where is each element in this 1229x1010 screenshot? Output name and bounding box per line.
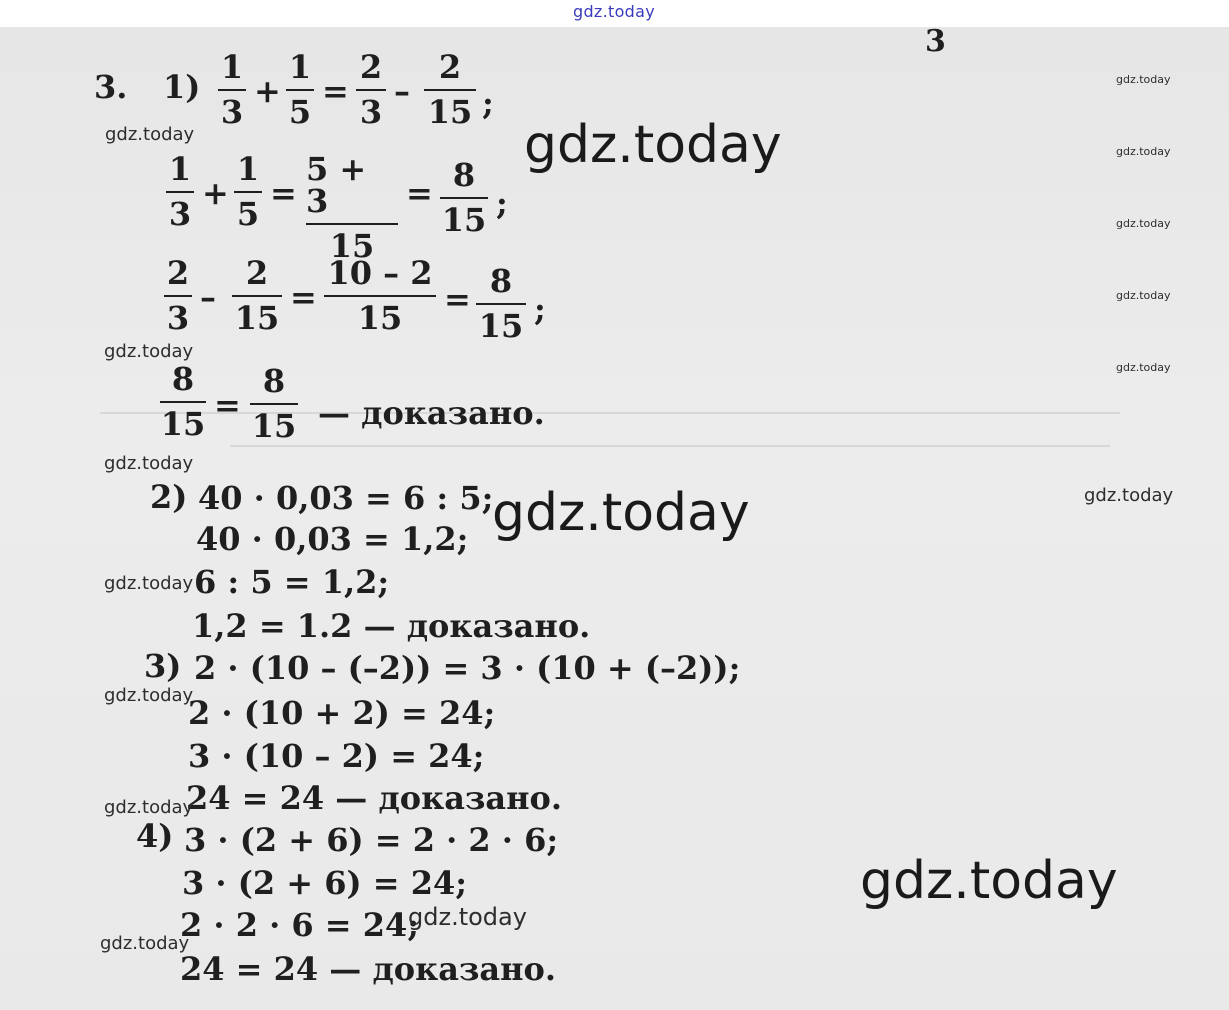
watermark: gdz.today (1116, 73, 1171, 86)
watermark: gdz.today (104, 573, 194, 594)
part2-line: 6 : 5 = 1,2; (194, 563, 390, 601)
part1-label: 1) (163, 68, 201, 106)
watermark: gdz.today (1116, 145, 1171, 158)
fraction: 1 5 (286, 51, 314, 128)
watermark: gdz.today (104, 685, 194, 706)
scanned-page (0, 27, 1229, 1010)
part2-label: 2) (150, 478, 188, 516)
part3-line: 3 · (10 – 2) = 24; (188, 737, 485, 775)
watermark: gdz.today (1116, 361, 1171, 374)
part3-line: 24 = 24 — доказано. (186, 779, 563, 817)
operator: + (202, 174, 229, 212)
header-strip (0, 0, 1229, 27)
part2-line: 40 · 0,03 = 1,2; (196, 520, 469, 558)
semicolon: ; (534, 290, 546, 328)
part2-line: 1,2 = 1.2 — доказано. (192, 607, 591, 645)
fraction: 8 15 (160, 360, 206, 443)
site-link[interactable]: gdz.today (573, 2, 655, 21)
watermark: gdz.today (100, 933, 190, 954)
bleed-line (230, 445, 1110, 447)
watermark: gdz.today (1084, 485, 1174, 506)
problem-number: 3. (94, 68, 128, 106)
fraction: 2 15 (424, 51, 476, 128)
fraction: 8 15 (251, 362, 297, 445)
operator: = (214, 386, 241, 424)
watermark: gdz.today (104, 341, 194, 362)
operator: = (322, 72, 349, 110)
proof-conclusion: — доказано. (318, 394, 545, 432)
fraction: 1 5 (234, 153, 262, 230)
fraction: 2 3 (356, 51, 386, 128)
part3-line: 2 · (10 + 2) = 24; (188, 694, 496, 732)
operator: = (290, 278, 317, 316)
operator: + (254, 72, 281, 110)
watermark-large: gdz.today (524, 115, 782, 175)
watermark: gdz.today (104, 453, 194, 474)
watermark: gdz.today (104, 797, 194, 818)
fraction: 2 15 (232, 257, 282, 334)
watermark-large: gdz.today (860, 851, 1118, 911)
fraction: 8 15 (476, 265, 526, 342)
fraction: 1 3 (166, 153, 194, 230)
watermark: gdz.today (408, 903, 527, 931)
part3-label: 3) (144, 647, 182, 685)
fraction: 10 – 2 15 (324, 257, 436, 334)
part4-line: 3 · (2 + 6) = 24; (182, 864, 468, 902)
operator: = (444, 280, 471, 318)
part4-label: 4) (136, 817, 174, 855)
operator: = (270, 174, 297, 212)
semicolon: ; (496, 184, 508, 222)
fraction: 2 3 (164, 257, 192, 334)
watermark: gdz.today (1116, 289, 1171, 302)
part3-line: 2 · (10 – (–2)) = 3 · (10 + (–2)); (194, 649, 741, 687)
semicolon: ; (482, 84, 494, 122)
watermark-large: gdz.today (492, 483, 750, 543)
watermark: gdz.today (105, 124, 195, 145)
watermark: gdz.today (1116, 217, 1171, 230)
operator: – (394, 72, 410, 110)
page-number: 3 (925, 27, 946, 59)
part4-line: 3 · (2 + 6) = 2 · 2 · 6; (184, 821, 559, 859)
fraction: 8 15 (441, 156, 487, 239)
fraction: 5 + 3 15 (306, 153, 398, 262)
part4-line: 24 = 24 — доказано. (180, 950, 557, 988)
operator: – (200, 278, 216, 316)
operator: = (406, 174, 433, 212)
part4-line: 2 · 2 · 6 = 24; (180, 906, 420, 944)
part2-line: 40 · 0,03 = 6 : 5; (198, 479, 494, 517)
fraction: 1 3 (218, 51, 246, 128)
